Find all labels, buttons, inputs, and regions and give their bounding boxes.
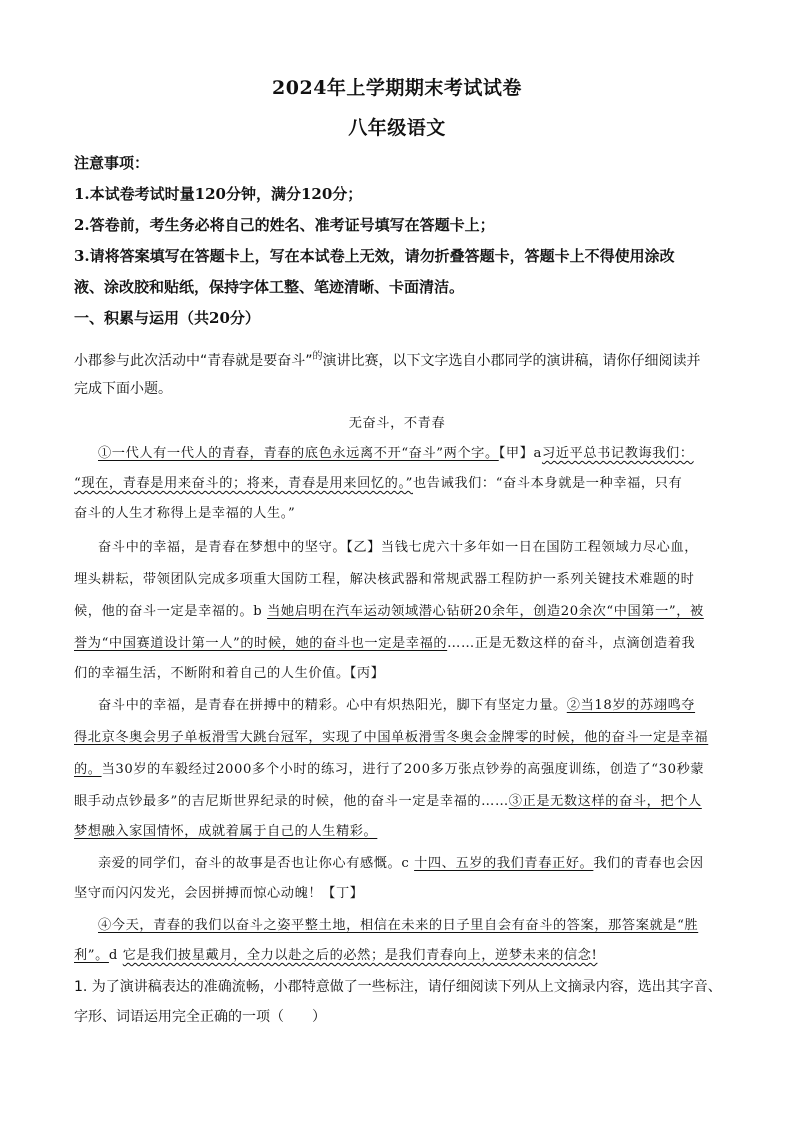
- underlined-sentence-3: ③正是无数这样的奋斗，把个人: [508, 794, 702, 809]
- essay-text: 候，他的奋斗一定是幸福的。b: [74, 604, 268, 619]
- essay-p3-line2: [74, 726, 724, 745]
- essay-p2-line4: [74, 632, 724, 651]
- essay-text: 我们的青春也会因: [593, 856, 704, 871]
- section-heading: 一、积累与运用（共20分）: [74, 309, 260, 327]
- essay-p4-line2: 坚守而闪闪发光，会因拼搏而惊心动魄！【丁】: [74, 886, 364, 901]
- mark-jia: 【甲】: [498, 446, 534, 461]
- essay-p2-line3: [74, 600, 724, 619]
- underlined-sentence-2-cont: 得北京冬奥会男子单板滑雪大跳台冠军，实现了中国单板滑雪冬奥会金牌零的时候，他的奋斗一定是幸福: [74, 730, 709, 745]
- essay-p5-line1: [98, 914, 748, 933]
- underlined-sentence-2-end: 的。: [74, 762, 102, 777]
- notice-heading: 注意事项：: [74, 154, 150, 172]
- exam-title: 2024年上学期期末考试试卷: [272, 77, 522, 99]
- essay-p1-line3: 奋斗的人生才称得上是幸福的人生。”: [74, 506, 296, 521]
- notice-item-2: 2.答卷前，考生务必将自己的姓名、准考证号填写在答题卡上；: [74, 216, 495, 234]
- essay-text: 奋斗中的幸福，是青春在拼搏中的精彩。心中有炽热阳光，脚下有坚定力量。: [98, 698, 567, 713]
- essay-p1-line1: [98, 442, 748, 461]
- wavy-text-a: 习近平总书记教诲我们：: [541, 446, 694, 461]
- underlined-sentence-4: ④今天，青春的我们以奋斗之姿平整土地，相信在未来的日子里自会有奋斗的答案，那答案就是“胜: [98, 918, 699, 933]
- notice-item-3: 3.请将答案填写在答题卡上，写在本试卷上无效，请勿折叠答题卡，答题卡上不得使用涂改: [74, 247, 675, 265]
- underlined-sentence-3-cont: 梦想融入家国情怀，成就着属于自己的人生精彩。: [74, 824, 378, 839]
- essay-p2-line5: 们的幸福生活，不断附和着自己的人生价值。【丙】: [74, 666, 385, 681]
- exam-subtitle: 八年级语文: [348, 117, 446, 139]
- essay-p2-line1: 奋斗中的幸福，是青春在梦想中的坚守。【乙】当钱七虎六十多年如一日在国防工程领域力尽心血，: [98, 540, 699, 555]
- wavy-quote: “现在，青春是用来奋斗的；将来，青春是用来回忆的。”: [74, 476, 413, 491]
- underlined-sentence-2: ②当18岁的苏翊鸣夺: [566, 698, 696, 713]
- essay-text: 也告诫我们：“奋斗本身就是一种幸福，只有: [412, 476, 683, 491]
- section-intro-cont: 完成下面小题。: [74, 381, 172, 397]
- question-1-line1: 1. 为了演讲稿表达的准确流畅，小郡特意做了一些标注，请仔细阅读下列从上文摘录内容，选出其字音、: [74, 979, 722, 995]
- essay-text: 眼手动点钞最多”的吉尼斯世界纪录的时候，他的奋斗一定是幸福的……: [74, 794, 509, 809]
- intro-text-a: 小郡参与此次活动中“青春就是要奋斗”: [74, 353, 313, 369]
- underlined-sentence-b: 当她启明在汽车运动领域潜心钻研20余年，创造20余次“中国第一”，被: [267, 604, 704, 619]
- essay-p1-line2: [74, 472, 724, 491]
- underlined-sentence-c: 十四、五岁的我们青春正好。: [414, 856, 594, 871]
- underlined-sentence-1: ①一代人有一代人的青春，青春的底色永远离不开“奋斗”两个字。: [98, 446, 499, 461]
- section-intro: [74, 347, 724, 370]
- essay-text: 亲爱的同学们，奋斗的故事是否也让你心有感慨。c: [98, 856, 415, 871]
- essay-p3-line3: [74, 758, 724, 777]
- notice-item-1: 1.本试卷考试时量120分钟，满分120分；: [74, 185, 363, 203]
- essay-title: 无奋斗，不青春: [348, 416, 446, 431]
- intro-text-b: 演讲比赛，以下文字选自小郡同学的演讲稿，请你仔细阅读并: [322, 353, 701, 369]
- essay-p4-line1: [98, 852, 748, 871]
- mark-a: a: [533, 446, 542, 461]
- mark-d: d: [108, 948, 123, 963]
- essay-p3-line5: [74, 820, 724, 839]
- essay-p3-line4: [74, 790, 724, 809]
- wavy-text-d: 它是我们披星戴月，全力以赴之后的必然；是我们青春向上，逆梦未来的信念!: [122, 948, 598, 963]
- essay-p3-line1: [98, 694, 748, 713]
- essay-text: ……正是无数这样的奋斗，点滴创造着我: [447, 636, 696, 651]
- underlined-sentence-4-end: 利”。: [74, 948, 109, 963]
- question-1-line2: 字形、词语运用完全正确的一项（ ）: [74, 1009, 326, 1025]
- essay-p2-line2: 埋头耕耘，带领团队完成多项重大国防工程，解决核武器和常规武器工程防护一系列关键技术难题的时: [74, 572, 695, 587]
- underlined-sentence-b-cont: 誉为“中国赛道设计第一人”的时候，她的奋斗也一定是幸福的: [74, 636, 448, 651]
- essay-text: 当30岁的车毅经过2000多个小时的练习，进行了200多万张点钞券的高强度训练，创造了“30秒蒙: [101, 762, 705, 777]
- notice-item-3-cont: 液、涂改胶和贴纸，保持字体工整、笔迹清晰、卡面清洁。: [74, 278, 465, 296]
- essay-p5-line2: [74, 944, 724, 963]
- intro-de: 的: [312, 351, 323, 362]
